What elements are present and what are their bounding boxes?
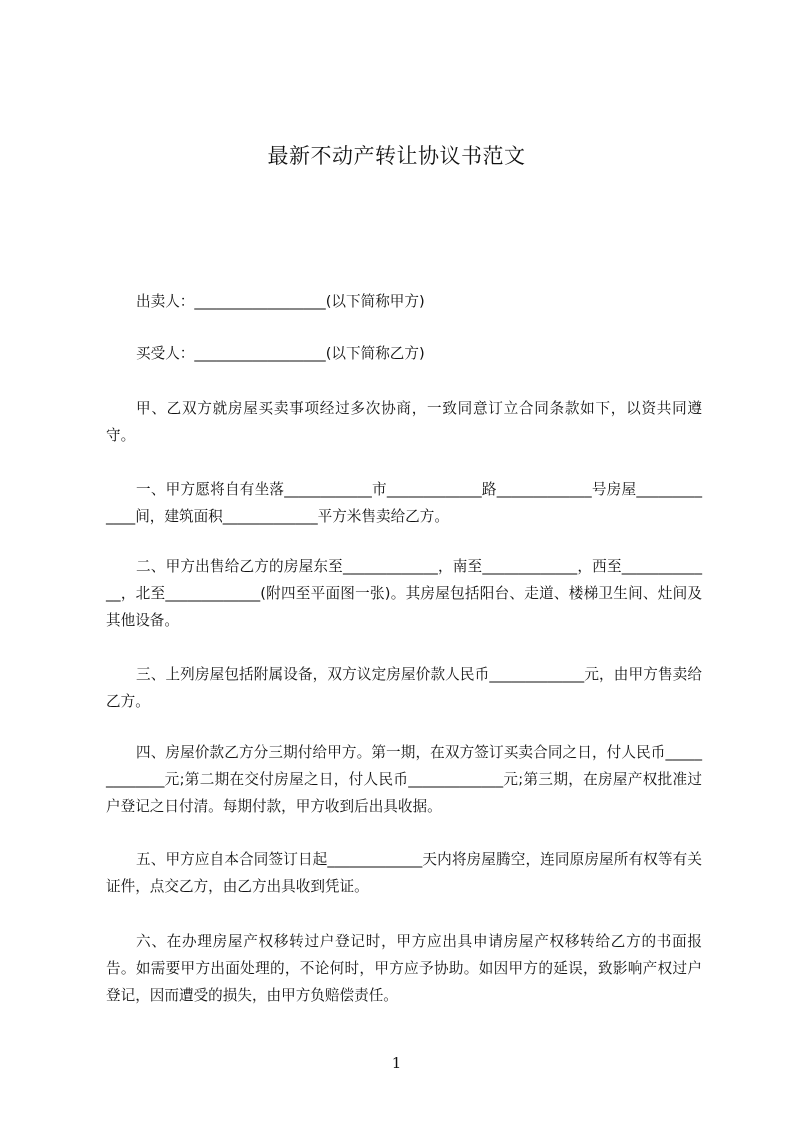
clause-5: 五、甲方应自本合同签订日起_____________天内将房屋腾空，连同原房屋所有权等有关证件，点交乙方，由乙方出具收到凭证。 [106,851,702,895]
clause-1: 一、甲方愿将自有坐落____________市_____________路_____________号房屋_____________间，建筑面积_____________平方米售卖给乙方。 [106,481,702,525]
page-number: 1 [391,1054,402,1072]
clause-4: 四、房屋价款乙方分三期付给甲方。第一期，在双方签订买卖合同之日，付人民币_____________元;第二期在交付房屋之日，付人民币_____________元;第三期，在房屋产权批准过户登记之日付清。每期付款，甲方收到后出具收据。 [106,744,702,815]
seller-line: 出卖人：__________________(以下简称甲方) [136,293,425,310]
clause-3: 三、上列房屋包括附属设备，双方议定房屋价款人民币_____________元，由甲方售卖给乙方。 [106,666,702,710]
buyer-line: 买受人：__________________(以下简称乙方) [136,345,425,362]
clause-6: 六、在办理房屋产权移转过户登记时，甲方应出具申请房屋产权移转给乙方的书面报告。如需要甲方出面处理的，不论何时，甲方应予协助。如因甲方的延误，致影响产权过户登记，因而遭受的损失，由甲方负赔偿责任。 [106,933,702,1004]
clause-2: 二、甲方出售给乙方的房屋东至_____________，南至_____________，西至_____________，北至_____________(附四至平面图一张)。其房屋包括阳台、走道、楼梯卫生间、灶间及其他设备。 [106,558,702,629]
preamble-paragraph: 甲、乙双方就房屋买卖事项经过多次协商，一致同意订立合同条款如下，以资共同遵守。 [106,400,702,444]
document-title: 最新不动产转让协议书范文 [267,144,526,168]
